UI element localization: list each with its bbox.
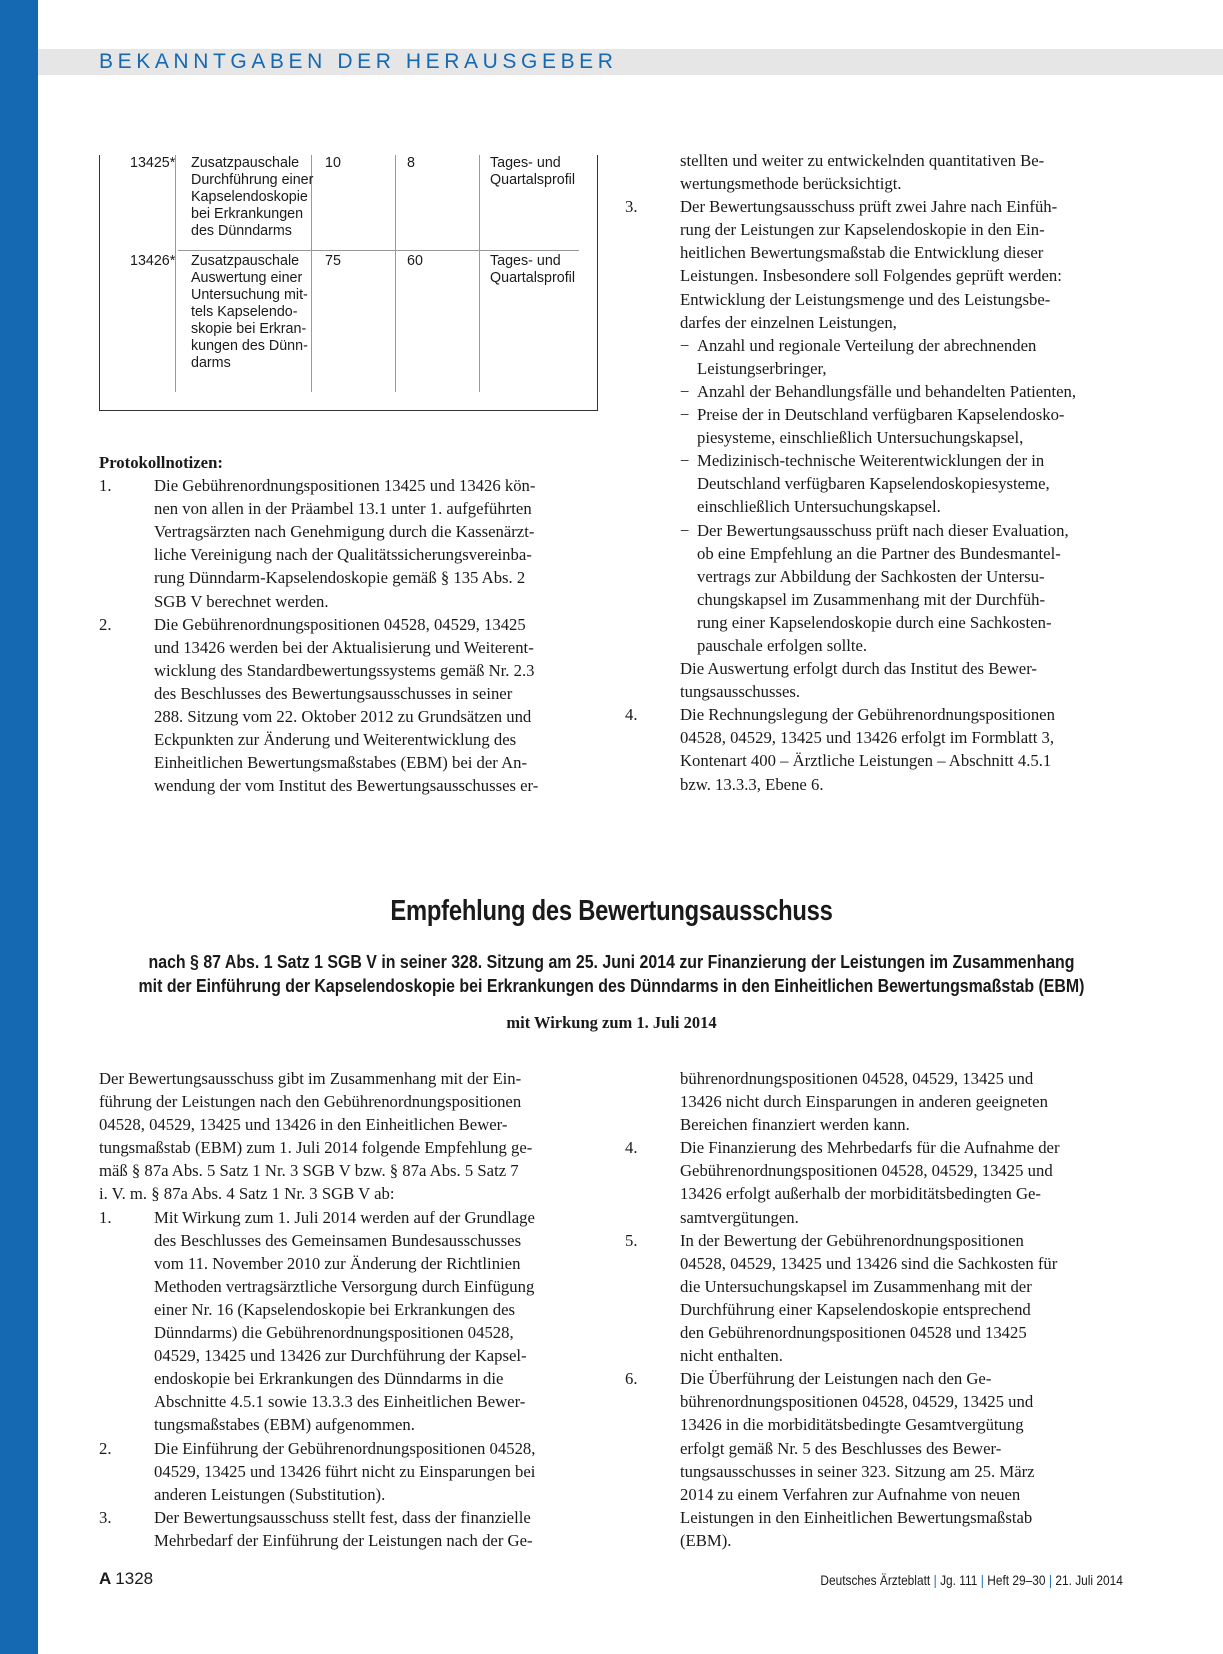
text-line: Auswertung einer [191,270,303,286]
text-line: Die Finanzierung des Mehrbedarfs für die Aufnahme der [680,1138,1060,1158]
recommendation-left [99,1067,596,1552]
text-line: skopie bei Erkran- [191,321,307,337]
text-line: die Untersuchungskapsel im Zusammenhang mit der [680,1276,1032,1296]
text-line: Leistungserbringer, [697,358,827,378]
dash-text [697,334,1122,380]
text-line: liche Vereinigung nach der Qualitätssicherungsvereinba- [154,545,532,565]
text-line: 13426 erfolgt außerhalb der morbiditätsbedingten Ge- [680,1184,1041,1204]
text-line: und 13426 werden bei der Aktualisierung und Weiterent- [154,637,534,657]
item-text [680,195,1122,334]
text-line: mäß § 87a Abs. 5 Satz 1 Nr. 3 SGB V bzw. § 87a Abs. 5 Satz 7 [99,1161,519,1181]
text-line: heitlichen Bewertungsmaßstab die Entwicklung dieser [680,243,1044,263]
item-text [154,613,596,798]
item-text [154,1506,596,1552]
dash-list [625,334,1122,657]
text-line: vertrags zur Abbildung der Sachkosten der Untersu- [697,566,1045,586]
cell-value-2: 8 [407,155,415,171]
text-line: Leistungen in den Einheitlichen Bewertungsmaßstab [680,1507,1033,1527]
text-line: pauschale erfolgen sollte. [697,635,868,655]
text-line: Die Rechnungslegung der Gebührenordnungspositionen [680,705,1055,725]
cell-description [191,155,319,240]
text-line: einer Nr. 16 (Kapselendoskopie bei Erkrankungen des [154,1299,515,1319]
item-number: 6. [625,1369,638,1389]
text-line: Methoden vertragsärztliche Versorgung durch Einfügung [154,1276,535,1296]
text-line: Die Gebührenordnungspositionen 04528, 04529, 13425 [154,614,526,634]
list-item [625,195,1122,334]
text-line: vom 11. November 2010 zur Änderung der Richtlinien [154,1253,521,1273]
text-line: 13426 in die morbiditätsbedingte Gesamtvergütung [680,1415,1024,1435]
text-line: darfes der einzelnen Leistungen, [680,312,897,332]
cell-description [191,253,319,372]
dash-item [680,403,1122,449]
text-line: Mehrbedarf der Einführung der Leistungen nach der Ge- [154,1530,533,1550]
text-line: Der Bewertungsausschuss stellt fest, dass der finanzielle [154,1507,531,1527]
text-line: Entwicklung der Leistungsmenge und des Leistungsbe- [680,289,1051,309]
text-line: Bereichen finanziert werden kann. [680,1115,910,1135]
page-number [99,1569,153,1589]
text-line: 04528, 04529, 13425 und 13426 sind die Sachkosten für [680,1253,1058,1273]
list-item [99,1206,596,1437]
text-line: stellten und weiter zu entwickelnden quantitativen Be- [680,151,1045,170]
cell-code: 13425* [130,155,176,171]
text-line: endoskopie bei Erkrankungen des Dünndarms in die [154,1369,504,1389]
text-line: wicklung des Standardbewertungssystems gemäß Nr. 2.3 [154,660,535,680]
journal-volume: Jg. 111 [940,1572,978,1588]
text-line: Der Bewertungsausschuss prüft zwei Jahre nach Einfüh- [680,197,1058,217]
text-line: Die Einführung der Gebührenordnungspositionen 04528, [154,1438,536,1458]
recommendation-subtitle-1: nach § 87 Abs. 1 Satz 1 SGB V in seiner 328. Sitzung am 25. Juni 2014 zur Finanzierung der Leistungen im Zusammenhang [148,951,1075,972]
text-line: Untersuchung mit- [191,287,308,303]
text-line: piesysteme, einschließlich Untersuchungskapsel, [697,428,1024,448]
item-number: 1. [99,1207,112,1227]
text-line: i. V. m. § 87a Abs. 4 Satz 1 Nr. 3 SGB V ab: [99,1184,395,1204]
footer-separator: | [1049,1572,1053,1588]
dash-mark: − [680,335,690,355]
text-line: samtvergütungen. [680,1207,799,1227]
text-line: SGB V berechnet werden. [154,591,329,611]
item-number: 3. [99,1507,112,1527]
journal-issue: Heft 29–30 [987,1572,1046,1588]
text-line: Anzahl der Behandlungsfälle und behandelten Patienten, [697,381,1077,401]
text-line: Vertragsärzten nach Genehmigung durch die Kassenärzt- [154,522,535,542]
text-line: Durchführung einer [191,172,314,188]
recommendation-right [625,1067,1122,1552]
effective-date: mit Wirkung zum 1. Juli 2014 [506,1013,717,1032]
page-prefix: A [99,1569,112,1588]
recommendation-title: Empfehlung des Bewertungsausschuss [390,895,833,927]
text-line: den Gebührenordnungspositionen 04528 und 13425 [680,1323,1027,1343]
item-number: 5. [625,1230,638,1250]
text-line: Preise der in Deutschland verfügbaren Kapselendosko- [697,405,1065,425]
dash-text [697,519,1122,658]
text-line: führung der Leistungen nach den Gebührenordnungspositionen [99,1092,522,1112]
item-text [680,1136,1122,1228]
text-line: Der Bewertungsausschuss prüft nach dieser Evaluation, [697,520,1069,540]
text-line: Durchführung einer Kapselendoskopie entsprechend [680,1299,1031,1319]
text-line: Die Gebührenordnungspositionen 13425 und 13426 kön- [154,476,536,496]
text-line: Tages- und [490,155,561,171]
item-number: 1. [99,476,112,496]
text-line: Quartalsprofil [490,270,576,286]
text-line: des Dünndarms [191,223,292,239]
cell-value-2: 60 [407,253,423,269]
text-line: 04528, 04529, 13425 und 13426 erfolgt im Formblatt 3, [680,728,1055,748]
item-number: 4. [625,705,638,725]
text-line: einschließlich Untersuchungskapsel. [697,497,941,517]
text-line: 04529, 13425 und 13426 führt nicht zu Einsparungen bei [154,1461,536,1481]
text-line: tungsmaßstabes (EBM) aufgenommen. [154,1415,415,1435]
list-item [625,1229,1122,1368]
text-line: des Beschlusses des Gemeinsamen Bundesausschusses [154,1230,522,1250]
text-line: Zusatzpauschale [191,155,300,171]
text-line: In der Bewertung der Gebührenordnungspositionen [680,1230,1024,1250]
list-item [99,474,596,613]
text-line: rung einer Kapselendoskopie durch eine Sachkosten- [697,612,1052,632]
text-line: rung Dünndarm-Kapselendoskopie gemäß § 135 Abs. 2 [154,568,526,588]
text-line: Eckpunkten zur Änderung und Weiterentwicklung des [154,730,517,750]
recommendation-subtitle-2: mit der Einführung der Kapselendoskopie bei Erkrankungen des Dünndarms in den Einheitlichen Bewertungsmaßstab (EBM) [138,975,1085,996]
text-line: 04529, 13425 und 13426 zur Durchführung der Kapsel- [154,1346,527,1366]
text-line: chungskapsel im Zusammenhang mit der Durchfüh- [697,589,1046,609]
text-line: anderen Leistungen (Substitution). [154,1484,386,1504]
dash-text [697,380,1122,403]
text-line: Einheitlichen Bewertungsmaßstabes (EBM) bei der An- [154,753,528,773]
list-item [625,1136,1122,1228]
text-line: Die Überführung der Leistungen nach den Ge- [680,1369,992,1389]
item-number: 4. [625,1138,638,1158]
text-line: wendung der vom Institut des Bewertungsausschusses er- [154,776,539,796]
text-line: 2014 zu einem Verfahren zur Aufnahme von neuen [680,1484,1021,1504]
text-line: bei Erkrankungen [191,206,304,222]
journal-footer [821,1572,1123,1588]
table-divider [395,155,396,392]
text-line: Dünndarms) die Gebührenordnungspositionen 04528, [154,1323,514,1343]
item-text [680,703,1122,795]
item-number: 2. [99,1438,112,1458]
text-line: Mit Wirkung zum 1. Juli 2014 werden auf der Grundlage [154,1207,535,1227]
journal-name: Deutsches Ärzteblatt [820,1572,931,1588]
text-line: Tages- und [490,253,561,269]
text-line: erfolgt gemäß Nr. 5 des Beschlusses des Bewer- [680,1438,1002,1458]
table-divider [175,155,176,392]
text-line: tungsausschusses. [680,682,801,702]
text-line: 13426 nicht durch Einsparungen in anderen geeigneten [680,1092,1048,1112]
dash-item [680,334,1122,380]
text-line: kungen des Dünn- [191,338,308,354]
text-line: Die Auswertung erfolgt durch das Institut des Bewer- [680,659,1037,679]
text-line: bzw. 13.3.3, Ebene 6. [680,774,824,794]
evaluation-text [625,657,1122,703]
text-line: Der Bewertungsausschuss gibt im Zusammenhang mit der Ein- [99,1069,522,1088]
section-title: BEKANNTGABEN DER HERAUSGEBER [99,50,618,73]
journal-date: 21. Juli 2014 [1055,1572,1123,1588]
continued-text [625,149,1122,195]
dash-mark: − [680,381,690,401]
text-line: bührenordnungspositionen 04528, 04529, 13425 und [680,1392,1034,1412]
text-line: darms [191,355,231,371]
text-line: (EBM). [680,1530,732,1550]
dash-text [697,449,1122,518]
cell-value-1: 75 [325,253,341,269]
text-line: nen von allen in der Präambel 13.1 unter 1. aufgeführten [154,499,532,519]
item-number: 3. [625,197,638,217]
cell-code: 13426* [130,253,176,269]
cell-value-1: 10 [325,155,341,171]
cell-profile [490,155,595,189]
dash-item [680,449,1122,518]
item-text [680,1367,1122,1552]
list-item [625,703,1122,795]
dash-mark: − [680,451,690,471]
footer-separator: | [933,1572,937,1588]
text-line: Leistungen. Insbesondere soll Folgendes geprüft werden: [680,266,1062,286]
text-line: Medizinisch-technische Weiterentwicklungen der in [697,451,1045,471]
list-item [99,1437,596,1506]
text-line: rung der Leistungen zur Kapselendoskopie in den Ein- [680,220,1045,240]
text-line: Zusatzpauschale [191,253,300,269]
text-line: Deutschland verfügbaren Kapselendoskopiesysteme, [697,474,1050,494]
item-text [154,1437,596,1506]
list-item [625,1367,1122,1552]
text-line: tungsmaßstab (EBM) zum 1. Juli 2014 folgende Empfehlung ge- [99,1138,533,1158]
item-number: 2. [99,614,112,634]
text-line: Gebührenordnungspositionen 04528, 04529, 13425 und [680,1161,1053,1181]
text-line: Kontenart 400 – Ärztliche Leistungen – Abschnitt 4.5.1 [680,751,1052,771]
cell-profile [490,253,595,287]
item-text [154,1206,596,1437]
fee-table [99,155,598,411]
dash-mark: − [680,520,690,540]
text-line: 288. Sitzung vom 22. Oktober 2012 zu Grundsätzen und [154,707,532,727]
protocol-notes-continued [625,149,1122,796]
text-line: Anzahl und regionale Verteilung der abrechnenden [697,335,1037,355]
dash-item [680,380,1122,403]
text-line: wertungsmethode berücksichtigt. [680,174,902,194]
table-row-divider [178,250,579,251]
footer-separator: | [980,1572,984,1588]
table-divider [479,155,480,392]
text-line: 04528, 04529, 13425 und 13426 in den Einheitlichen Bewer- [99,1115,508,1135]
text-line: Abschnitte 4.5.1 sowie 13.3.3 des Einheitlichen Bewer- [154,1392,526,1412]
text-line: tels Kapselendo- [191,304,298,320]
list-item [99,613,596,798]
text-line: nicht enthalten. [680,1346,783,1366]
dash-item [680,519,1122,658]
page-number-value: 1328 [115,1569,154,1588]
protocol-notes [99,451,596,797]
text-line: bührenordnungspositionen 04528, 04529, 13425 und [680,1069,1034,1088]
text-line: des Beschlusses des Bewertungsausschusses in seiner [154,683,513,703]
text-line: Quartalsprofil [490,172,576,188]
protocol-heading: Protokollnotizen: [99,453,223,472]
text-line: tungsausschusses in seiner 323. Sitzung am 25. März [680,1461,1035,1481]
list-item [99,1506,596,1552]
item-text [680,1229,1122,1368]
item-text [154,474,596,613]
continued-text [625,1067,1122,1136]
text-line: Kapselendoskopie [191,189,308,205]
dash-mark: − [680,405,690,425]
dash-text [697,403,1122,449]
text-line: ob eine Empfehlung an die Partner des Bundesmantel- [697,543,1061,563]
intro-text [99,1067,596,1206]
left-accent-stripe [0,0,38,1654]
